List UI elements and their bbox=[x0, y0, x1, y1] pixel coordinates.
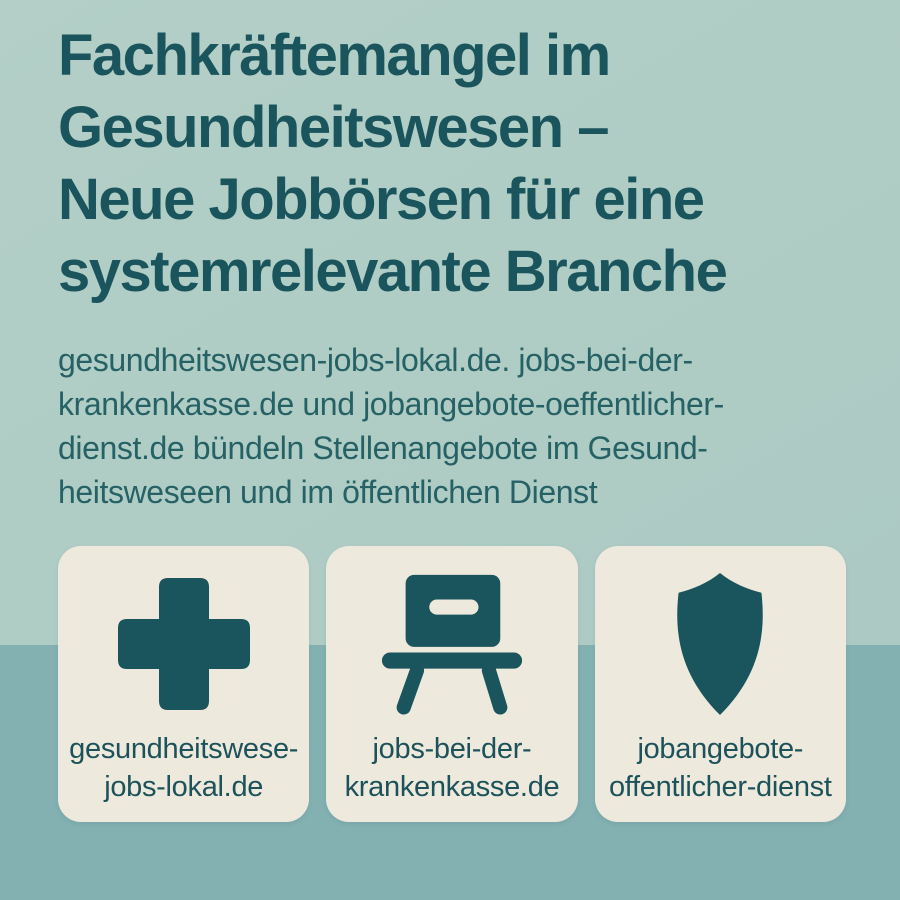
headline-line-1: Fachkräftemangel im bbox=[58, 23, 610, 88]
intro-line-4: heitsweseen und im öffentlichen Dienst bbox=[58, 474, 598, 510]
intro-line-1: gesundheitswesen-jobs-lokal.de. jobs-bei-der- bbox=[58, 342, 693, 378]
headline-line-4: systemrelevante Branche bbox=[58, 239, 727, 304]
headline-line-2: Gesundheitswesen – bbox=[58, 95, 608, 160]
intro-line-2: krankenkasse.de und jobangebote-oeffentlicher- bbox=[58, 386, 724, 422]
card-label: jobangebote- offentlicher-dienst bbox=[608, 733, 832, 803]
intro-text bbox=[58, 338, 844, 514]
card-gesundheitswese-jobs-lokal bbox=[58, 546, 309, 822]
card-jobs-bei-der-krankenkasse bbox=[326, 546, 577, 822]
shield-icon bbox=[659, 564, 781, 724]
medical-cross-icon bbox=[114, 564, 254, 724]
headline-line-3: Neue Jobbörsen für eine bbox=[58, 167, 704, 232]
card-row bbox=[58, 546, 846, 822]
card-label: jobs-bei-der- krankenkasse.de bbox=[344, 733, 560, 803]
intro-line-3: dienst.de bündeln Stellenangebote im Gesund- bbox=[58, 430, 708, 466]
card-jobangebote-offentlicher-dienst bbox=[595, 546, 846, 822]
ballot-box-table-icon bbox=[376, 564, 528, 724]
page-title bbox=[58, 20, 844, 308]
card-label: gesundheitswese- jobs-lokal.de bbox=[69, 733, 299, 803]
